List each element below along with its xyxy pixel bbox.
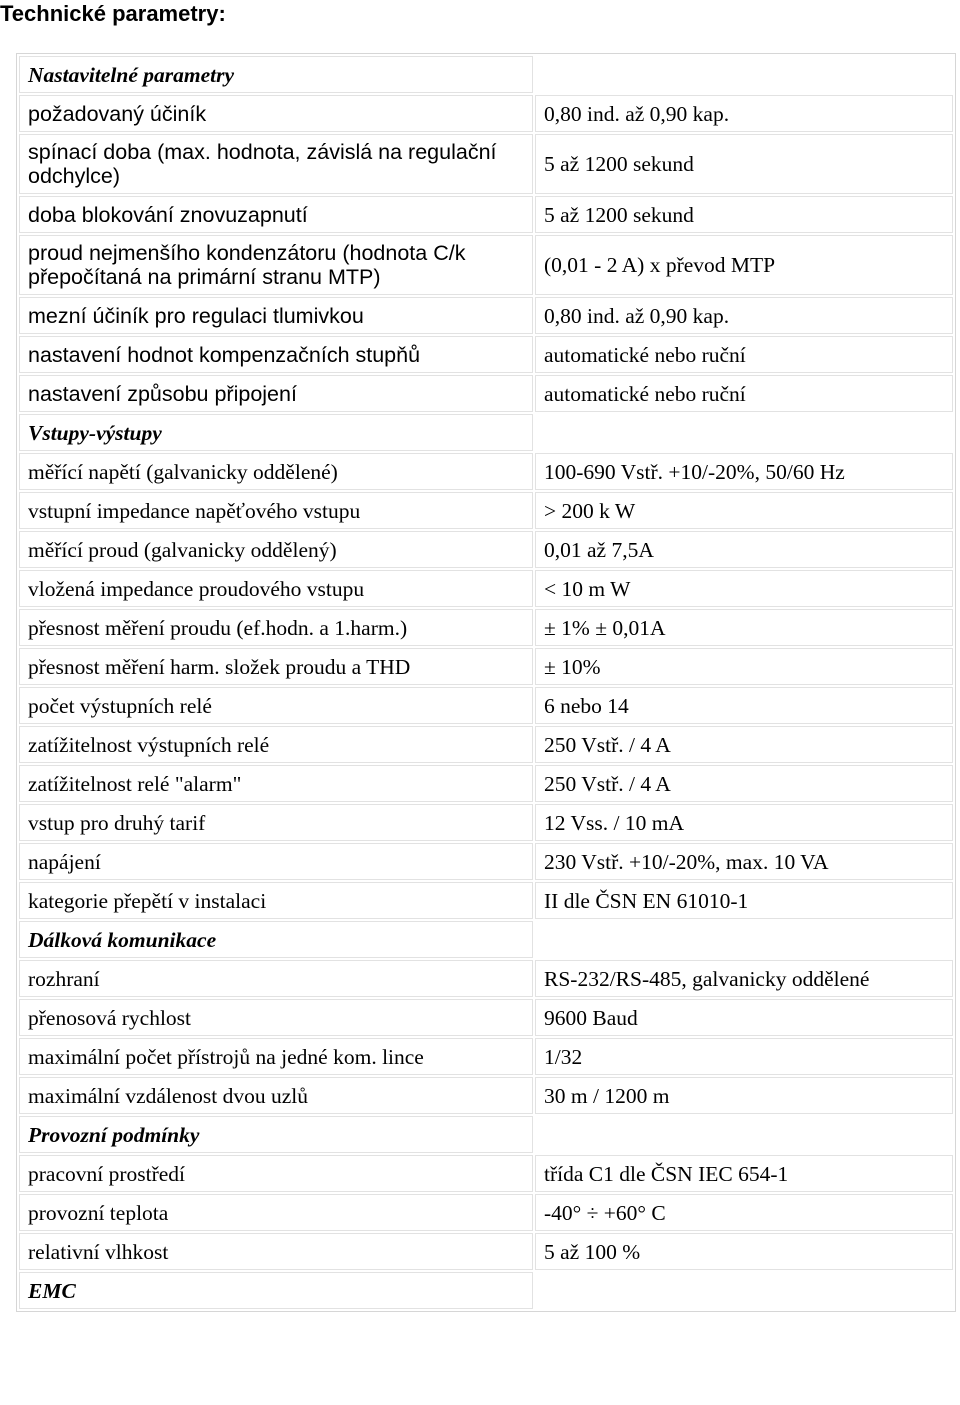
parameter-value: II dle ČSN EN 61010-1 [535, 882, 953, 919]
table-row [19, 95, 953, 132]
parameter-name: nastavení hodnot kompenzačních stupňů [19, 336, 533, 373]
parameter-value: 230 Vstř. +10/-20%, max. 10 VA [535, 843, 953, 880]
section-heading: EMC [19, 1272, 533, 1309]
parameter-name: proud nejmenšího kondenzátoru (hodnota C/k přepočítaná na primární stranu MTP) [19, 235, 533, 295]
parameter-name: vložená impedance proudového vstupu [19, 570, 533, 607]
table-row [19, 235, 953, 295]
parameter-name: doba blokování znovuzapnutí [19, 196, 533, 233]
parameter-value: 6 nebo 14 [535, 687, 953, 724]
table-row [19, 375, 953, 412]
table-row [19, 1194, 953, 1231]
table-row [19, 336, 953, 373]
parameter-value: 250 Vstř. / 4 A [535, 726, 953, 763]
section-heading: Dálková komunikace [19, 921, 533, 958]
parameter-name: maximální počet přístrojů na jedné kom. lince [19, 1038, 533, 1075]
parameter-value: 250 Vstř. / 4 A [535, 765, 953, 802]
parameter-name: počet výstupních relé [19, 687, 533, 724]
parameter-name: relativní vlhkost [19, 1233, 533, 1270]
parameter-value: 5 až 1200 sekund [535, 196, 953, 233]
section-row [19, 56, 953, 93]
table-row [19, 297, 953, 334]
parameter-name: zatížitelnost výstupních relé [19, 726, 533, 763]
parameter-name: mezní účiník pro regulaci tlumivkou [19, 297, 533, 334]
section-row [19, 1272, 953, 1309]
section-row [19, 921, 953, 958]
section-heading: Vstupy-výstupy [19, 414, 533, 451]
parameter-name: maximální vzdálenost dvou uzlů [19, 1077, 533, 1114]
parameter-name: kategorie přepětí v instalaci [19, 882, 533, 919]
table-row [19, 492, 953, 529]
table-row [19, 453, 953, 490]
table-row [19, 765, 953, 802]
table-row [19, 1233, 953, 1270]
parameter-name: přesnost měření proudu (ef.hodn. a 1.harm.) [19, 609, 533, 646]
parameter-value: třída C1 dle ČSN IEC 654-1 [535, 1155, 953, 1192]
parameter-name: provozní teplota [19, 1194, 533, 1231]
parameter-name: měřící proud (galvanicky oddělený) [19, 531, 533, 568]
table-row [19, 196, 953, 233]
section-row [19, 1116, 953, 1153]
table-row [19, 726, 953, 763]
parameter-value: automatické nebo ruční [535, 375, 953, 412]
parameter-name: nastavení způsobu připojení [19, 375, 533, 412]
table-row [19, 687, 953, 724]
table-row [19, 531, 953, 568]
table-row [19, 843, 953, 880]
table-row [19, 1155, 953, 1192]
parameter-name: vstupní impedance napěťového vstupu [19, 492, 533, 529]
parameter-value: (0,01 - 2 A) x převod MTP [535, 235, 953, 295]
parameter-name: vstup pro druhý tarif [19, 804, 533, 841]
parameter-name: požadovaný účiník [19, 95, 533, 132]
table-row [19, 134, 953, 194]
parameter-value: 30 m / 1200 m [535, 1077, 953, 1114]
parameter-value: 0,80 ind. až 0,90 kap. [535, 95, 953, 132]
table-row [19, 1038, 953, 1075]
parameter-value: 0,01 až 7,5A [535, 531, 953, 568]
table-row [19, 1077, 953, 1114]
table-row [19, 882, 953, 919]
section-heading: Provozní podmínky [19, 1116, 533, 1153]
parameter-value: 5 až 100 % [535, 1233, 953, 1270]
table-row [19, 648, 953, 685]
parameter-value: 0,80 ind. až 0,90 kap. [535, 297, 953, 334]
parameter-value: ± 1% ± 0,01A [535, 609, 953, 646]
section-heading: Nastavitelné parametry [19, 56, 533, 93]
section-row [19, 414, 953, 451]
parameter-value: > 200 k W [535, 492, 953, 529]
parameter-value: 5 až 1200 sekund [535, 134, 953, 194]
parameter-value: ± 10% [535, 648, 953, 685]
table-row [19, 804, 953, 841]
parameter-value: RS-232/RS-485, galvanicky oddělené [535, 960, 953, 997]
parameter-value: 100-690 Vstř. +10/-20%, 50/60 Hz [535, 453, 953, 490]
technical-parameters-table [16, 53, 956, 1312]
parameter-value: < 10 m W [535, 570, 953, 607]
parameter-name: napájení [19, 843, 533, 880]
page-title: Technické parametry: [0, 1, 226, 26]
parameter-value: 12 Vss. / 10 mA [535, 804, 953, 841]
parameter-name: přenosová rychlost [19, 999, 533, 1036]
table-row [19, 609, 953, 646]
parameter-name: měřící napětí (galvanicky oddělené) [19, 453, 533, 490]
parameter-value: automatické nebo ruční [535, 336, 953, 373]
parameter-name: zatížitelnost relé "alarm" [19, 765, 533, 802]
parameter-value: -40° ÷ +60° C [535, 1194, 953, 1231]
parameter-name: rozhraní [19, 960, 533, 997]
table-row [19, 570, 953, 607]
parameter-name: spínací doba (max. hodnota, závislá na regulační odchylce) [19, 134, 533, 194]
parameter-value: 9600 Baud [535, 999, 953, 1036]
table-row [19, 999, 953, 1036]
parameter-value: 1/32 [535, 1038, 953, 1075]
parameter-name: přesnost měření harm. složek proudu a THD [19, 648, 533, 685]
table-row [19, 960, 953, 997]
parameter-name: pracovní prostředí [19, 1155, 533, 1192]
